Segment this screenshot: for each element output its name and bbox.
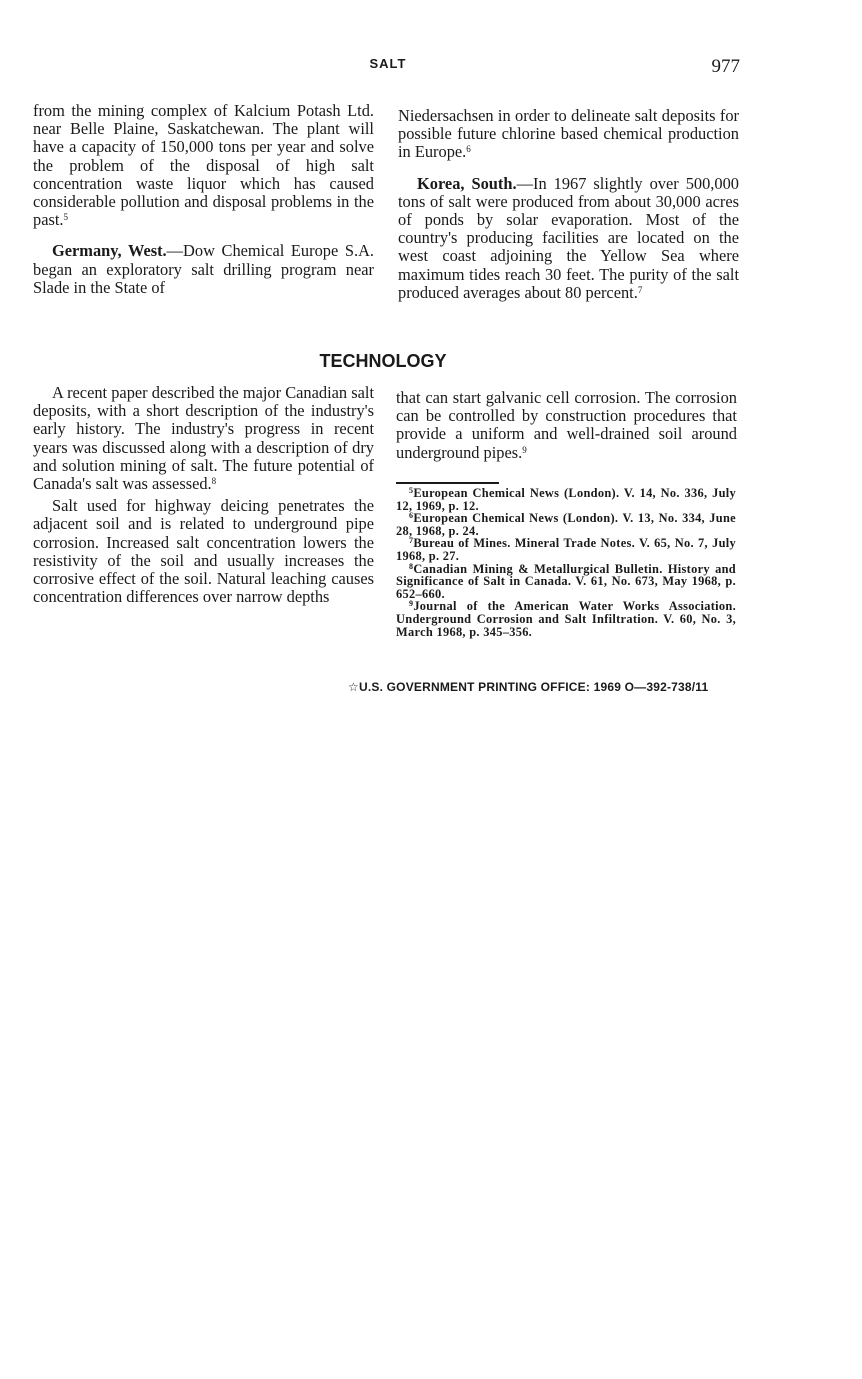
footnote xyxy=(396,600,736,638)
footnote xyxy=(396,537,736,562)
paragraph-text: —Dow Chemical Europe S.A. began an exploratory salt drilling program near Slade in the State of xyxy=(33,241,374,297)
country-lead: Germany, West. xyxy=(52,241,167,261)
footnote-ref: 8 xyxy=(211,476,217,487)
footnote-ref: 6 xyxy=(466,144,471,155)
paragraph xyxy=(396,389,737,462)
column-right-top xyxy=(398,107,739,302)
footnote-ref: 5 xyxy=(63,212,69,223)
footnote xyxy=(396,512,736,537)
paragraph-text: that can start galvanic cell corrosion. The corrosion can be controlled by construction procedures that provide a uniform and well-drained soil around underground pipes. xyxy=(396,388,737,462)
star-icon: ☆ xyxy=(348,680,359,694)
footnote-ref: 7 xyxy=(637,284,643,295)
footnote-text: European Chemical News (London). V. 14, No. 336, July 12, 1969, p. 12. xyxy=(396,486,736,513)
footnote-ref: 9 xyxy=(522,444,527,455)
footnotes xyxy=(396,487,736,638)
printing-office-imprint xyxy=(348,680,738,694)
imprint-text: U.S. GOVERNMENT PRINTING OFFICE: 1969 O—392-738/11 xyxy=(358,680,709,694)
paragraph-text: Salt used for highway deicing penetrates the adjacent soil and is related to underground pipe corrosion. Increased salt concentration lowers the resistivity of the soil and usually increases the corrosive effect of the soil. Natural leaching causes concentration differences over narrow depths xyxy=(33,496,374,607)
running-head: SALT xyxy=(369,56,407,71)
footnote-text: Bureau of Mines. Mineral Trade Notes. V. 65, No. 7, July 1968, p. 27. xyxy=(396,536,736,563)
column-left-top xyxy=(33,102,374,297)
paragraph xyxy=(33,497,374,606)
footnote-number: 5 xyxy=(409,486,414,495)
paragraph-text: Niedersachsen in order to delineate salt deposits for possible future chlorine based chemical production in Europe. xyxy=(398,106,739,162)
footnote-number: 6 xyxy=(409,511,414,521)
paragraph-text: from the mining complex of Kalcium Potash Ltd. near Belle Plaine, Saskatchewan. The plant will have a capacity of 150,000 tons per year and solve the problem of the disposal of high salt concentration waste liquor which has caused considerable pollution and disposal problems in the past. xyxy=(33,101,374,230)
paragraph xyxy=(33,102,374,229)
paragraph xyxy=(398,107,739,162)
footnote-number: 7 xyxy=(409,536,414,546)
country-lead: Korea, South. xyxy=(417,173,517,193)
column-right-bottom xyxy=(396,389,737,462)
paragraph xyxy=(33,242,374,297)
page-number: 977 xyxy=(711,56,740,77)
paragraph-text: A recent paper described the major Canadian salt deposits, with a short description of the industry's early history. The industry's progress in recent years was discussed along with a description of dry and solution mining of salt. The future potential of Canada's salt was assessed. xyxy=(33,383,374,494)
paragraph xyxy=(33,384,374,493)
footnote-text: European Chemical News (London). V. 13, No. 334, June 28, 1968, p. 24. xyxy=(396,511,736,538)
footnote xyxy=(396,563,736,601)
footnote xyxy=(396,487,736,512)
footnote-text: Canadian Mining & Metallurgical Bulletin. History and Significance of Salt in Canada. V. 61, No. 673, May 1968, p. 652–660. xyxy=(396,561,736,601)
footnote-divider xyxy=(396,482,499,484)
footnote-text: Journal of the American Water Works Association. Underground Corrosion and Salt Infiltration. V. 60, No. 3, March 1968, p. 345–356. xyxy=(396,599,736,639)
paragraph-text: —In 1967 slightly over 500,000 tons of salt were produced from about 30,000 acres of ponds by solar evaporation. Most of the country's producing facilities are located on the west coast adjoining the Yellow Sea where maximum tides reach 30 feet. The purity of the salt produced averages about 80 percent. xyxy=(398,173,739,302)
footnote-number: 9 xyxy=(409,599,414,609)
column-left-bottom xyxy=(33,384,374,606)
paragraph xyxy=(398,175,739,302)
section-heading: TECHNOLOGY xyxy=(319,351,447,371)
footnote-number: 8 xyxy=(409,561,414,571)
